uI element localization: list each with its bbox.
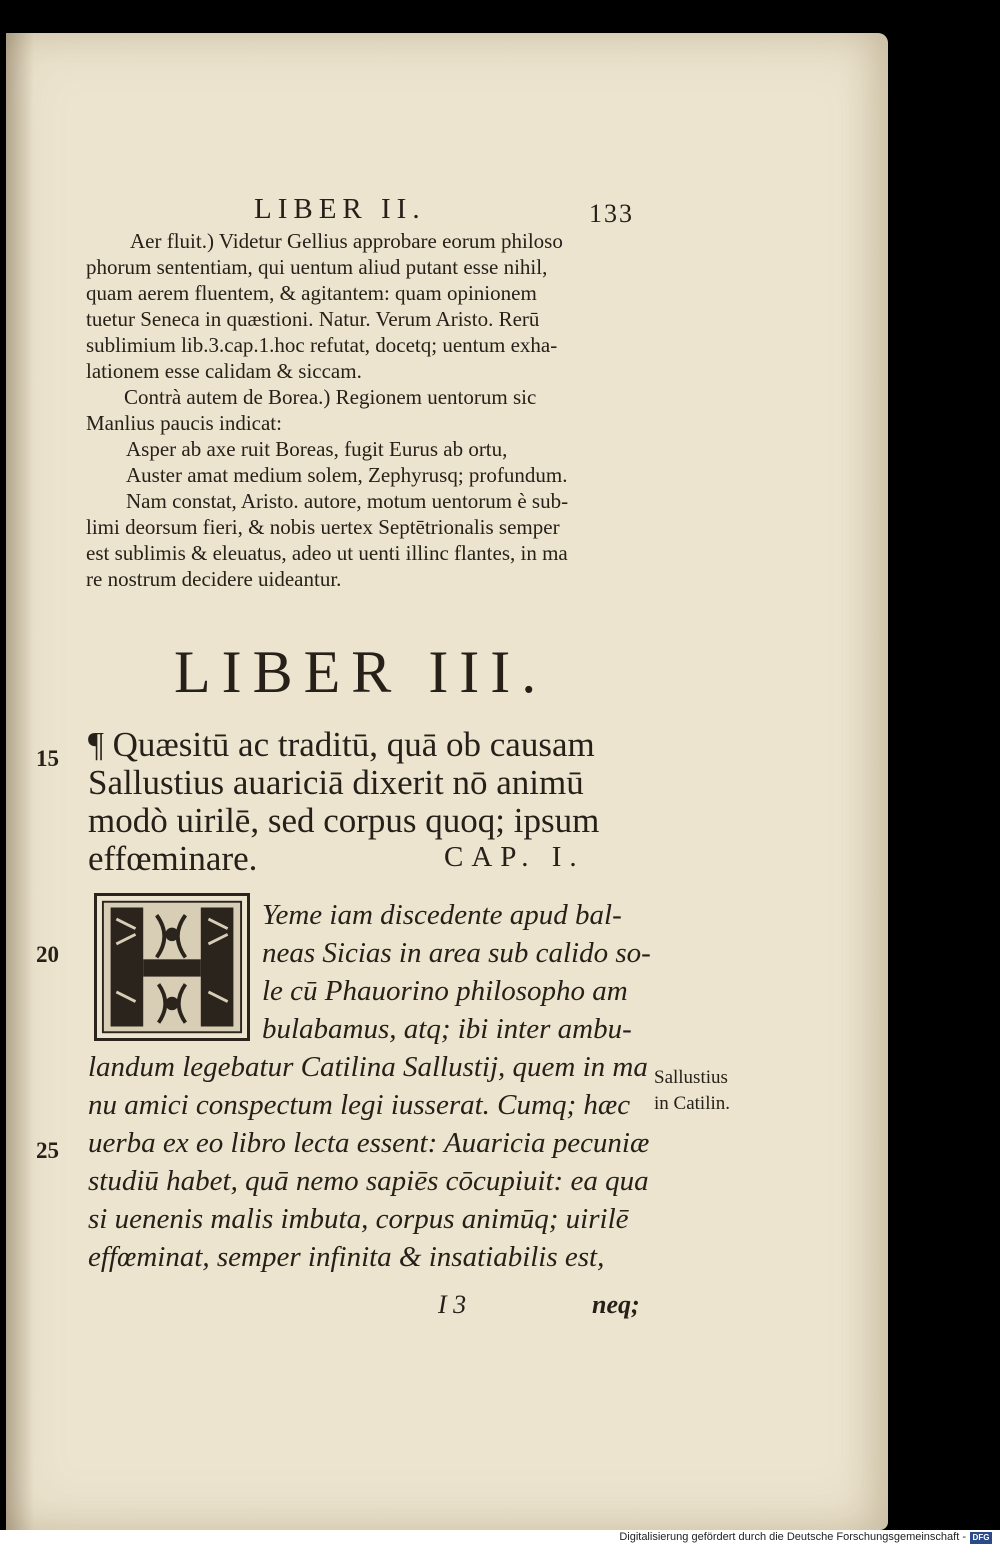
verse-line: Asper ab axe ruit Boreas, fugit Eurus ab ortu,: [126, 437, 508, 461]
commentary-line: Nam constat, Aristo. autore, motum uentorum è sub-: [126, 489, 569, 513]
woodcut-initial-icon: [97, 896, 247, 1038]
verse-line: Auster amat medium solem, Zephyrusq; profundum.: [126, 463, 568, 487]
signature-mark: I 3: [438, 1290, 467, 1319]
chapter-title-line: Sallustius auariciā dixerit nō animū: [88, 763, 584, 802]
body-line: bulabamus, atq; ibi inter ambu-: [262, 1013, 632, 1045]
commentary-line: est sublimis & eleuatus, adeo ut uenti illinc flantes, in ma: [86, 541, 568, 565]
folio-number: 133: [589, 199, 634, 228]
decorated-initial-h: [94, 893, 250, 1041]
book-heading: LIBER III.: [174, 639, 548, 705]
commentary-line: Aer fluit.) Videtur Gellius approbare eorum philoso: [130, 229, 563, 253]
body-line: le cū Phauorino philosopho am: [262, 975, 628, 1007]
commentary-line: lationem esse calidam & siccam.: [86, 359, 362, 383]
margin-note-line: Sallustius: [654, 1067, 728, 1088]
footer-credit: Digitalisierung gefördert durch die Deutsche Forschungsgemeinschaft -: [619, 1531, 966, 1543]
chapter-title-line: ¶ Quæsitū ac traditū, quā ob causam: [88, 725, 595, 764]
body-line: si uenenis malis imbuta, corpus animūq; uirilē: [88, 1203, 629, 1235]
catchword: neq;: [592, 1290, 640, 1319]
commentary-line: Contrà autem de Borea.) Regionem uentorum sic: [124, 385, 537, 409]
body-line: neas Sicias in area sub calido so-: [262, 937, 651, 969]
margin-note-line: in Catilin.: [654, 1093, 730, 1114]
chapter-title-line: modò uirilē, sed corpus quoq; ipsum: [88, 801, 600, 840]
commentary-line: Manlius paucis indicat:: [86, 411, 282, 435]
body-line: studiū habet, quā nemo sapiēs cōcupiuit: ea qua: [88, 1165, 649, 1197]
line-number: 25: [36, 1138, 59, 1163]
line-number: 20: [36, 942, 59, 967]
body-line: effœminat, semper infinita & insatiabilis est,: [88, 1241, 605, 1273]
body-line: uerba ex eo libro lecta essent: Auaricia pecuniæ: [88, 1127, 650, 1159]
page-gutter-shadow: [6, 33, 34, 1530]
commentary-line: quam aerem fluentem, & agitantem: quam opinionem: [86, 281, 537, 305]
commentary-line: tuetur Seneca in quæstioni. Natur. Verum Aristo. Rerū: [86, 307, 540, 331]
chapter-label: CAP. I.: [444, 841, 585, 873]
commentary-line: re nostrum decidere uideantur.: [86, 567, 342, 591]
body-line: landum legebatur Catilina Sallustij, quem in ma: [88, 1051, 648, 1083]
chapter-title-line: effœminare.: [88, 839, 258, 878]
body-line: Yeme iam discedente apud bal-: [262, 899, 622, 931]
line-number: 15: [36, 746, 59, 771]
running-head: LIBER II.: [254, 193, 426, 225]
book-page: [6, 33, 888, 1530]
commentary-line: sublimium lib.3.cap.1.hoc refutat, docetq; uentum exha-: [86, 333, 558, 357]
body-line: nu amici conspectum legi iusserat. Cumq; hæc: [88, 1089, 631, 1121]
commentary-line: limi deorsum fieri, & nobis uertex Septētrionalis semper: [86, 515, 560, 539]
dfg-logo: DFG: [970, 1532, 992, 1544]
commentary-line: phorum sententiam, qui uentum aliud putant esse nihil,: [86, 255, 548, 279]
